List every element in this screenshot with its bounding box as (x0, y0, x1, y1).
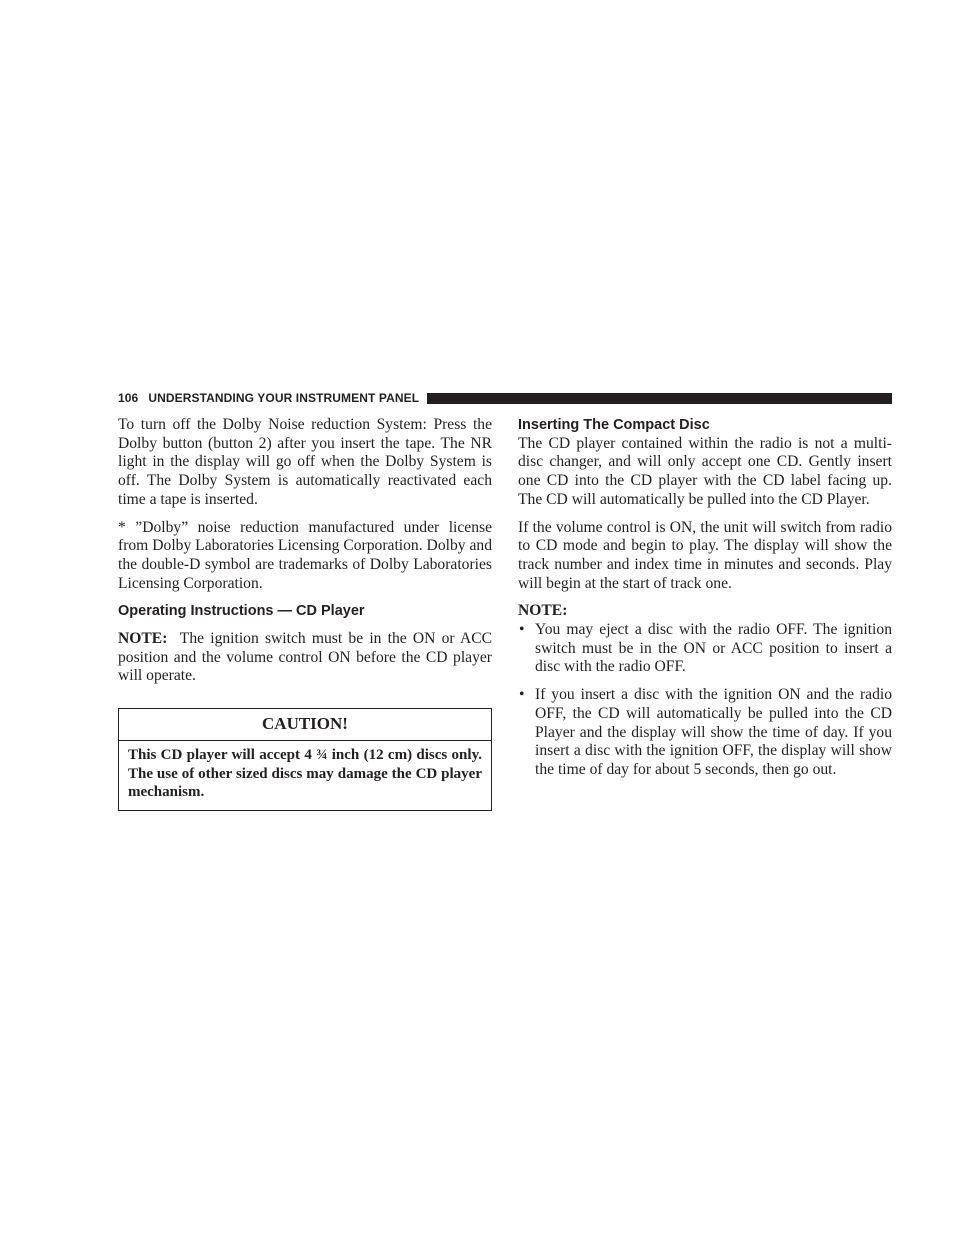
dolby-off-paragraph: To turn off the Dolby Noise reduction System: Press the Dolby button (button 2) after you insert the tape. The NR light in the display will go off when the Dolby System is off. The Dolby System is automatically reactivated each time a tape is inserted. (118, 416, 492, 508)
list-item-text: You may eject a disc with the radio OFF. The ignition switch must be in the ON or ACC position to insert a disc with the radio OFF. (535, 621, 892, 676)
note-label: NOTE: (518, 602, 568, 620)
page-number: 106 (118, 391, 139, 405)
right-column (518, 416, 892, 789)
section-title: UNDERSTANDING YOUR INSTRUMENT PANEL (148, 391, 420, 405)
list-item (518, 686, 892, 780)
caution-title: CAUTION! (119, 709, 491, 741)
note-bullet-list (518, 621, 892, 780)
note-text: The ignition switch must be in the ON or ACC position and the volume control ON before the CD player will operate. (118, 630, 493, 685)
note-label: NOTE: (118, 630, 168, 648)
caution-body: This CD player will accept 4 ¾ inch (12 cm) discs only. The use of other sized discs may damage the CD player mechanism. (128, 746, 482, 801)
dolby-license-paragraph: * ”Dolby” noise reduction manufactured under license from Dolby Laboratories Licensing Corporation. Dolby and the double-D symbol are trademarks of Dolby Laboratories Licensing Corporation. (118, 518, 492, 592)
volume-control-paragraph: If the volume control is ON, the unit will switch from radio to CD mode and begin to play. The display will show the track number and index time in minutes and seconds. Play will begin at the start of track one. (518, 518, 892, 592)
left-column (118, 416, 492, 811)
header-rule (427, 393, 892, 404)
bullet-icon: • (519, 621, 525, 639)
inserting-cd-heading: Inserting The Compact Disc (518, 417, 710, 433)
cd-operating-heading: Operating Instructions — CD Player (118, 603, 365, 620)
bullet-icon: • (519, 686, 525, 704)
page-header (118, 389, 892, 407)
cd-note-paragraph (118, 630, 492, 686)
list-item (518, 621, 892, 677)
caution-box (118, 708, 492, 811)
cd-player-paragraph: The CD player contained within the radio is not a multi-disc changer, and will only accept one CD. Gently insert one CD into the CD player with the CD label facing up. The CD will automatically be pulled into the CD Player. (518, 434, 892, 508)
list-item-text: If you insert a disc with the ignition ON and the radio OFF, the CD will automatically be pulled into the CD Player and the display will show the time of day. If you insert a disc with the ignition OFF, the display will show the time of day for about 5 seconds, then go out. (535, 686, 892, 778)
